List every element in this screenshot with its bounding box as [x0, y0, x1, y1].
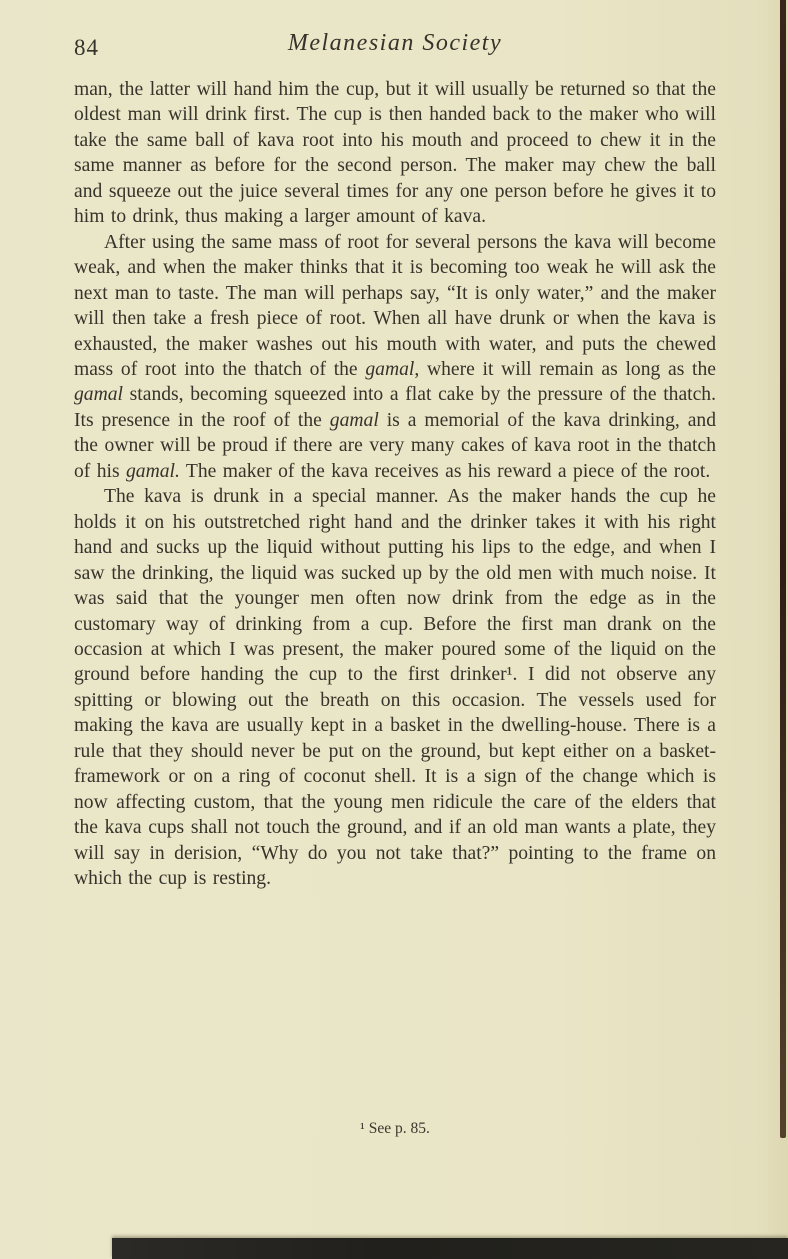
body-text-segment: , where it will remain as long as the — [414, 358, 716, 380]
body-text — [74, 77, 716, 892]
running-title: Melanesian Society — [287, 30, 503, 56]
italic-text: gamal — [74, 384, 123, 406]
body-text-segment: is a memorial of the kava drinking, and the owner will be proud if there are very many cakes of kava root in the thatch of his — [74, 409, 716, 482]
body-text-segment: stands, becoming squeezed into a flat cake by the pressure of the thatch. Its presence in the roof of the — [74, 384, 716, 431]
paragraph — [74, 230, 716, 485]
body-text-segment: After using the same mass of root for several persons the kava will become weak, and when the maker thinks that it is becoming too weak he will ask the next man to taste. The man will perhaps say, “It is only water,” and the maker will then take a fresh piece of root. When all have drunk or when the kava is exhausted, the maker washes out his mouth with water, and puts the chewed mass of root into the thatch of the — [74, 231, 716, 380]
page-edge-shadow-right — [780, 0, 786, 1138]
page-edge-shadow-bottom — [112, 1238, 788, 1259]
italic-text: gamal. — [125, 460, 180, 482]
italic-text: gamal — [365, 358, 415, 380]
paragraph — [74, 484, 716, 891]
body-text-segment: The kava is drunk in a special manner. As the maker hands the cup he holds it on his outstretched right hand and the drinker takes it with his right hand and sucks up the liquid without putting his lips to the edge, and when I saw the drinking, the liquid was sucked up by the old men with much noise. It was said that the younger men often now drink from the edge as in the customary way of drinking from a cup. Before the first man drank on the occasion at which I was present, the maker poured some of the liquid on the ground before handing the cup to the first drinker¹. I did not observe any spitting or blowing out the breath on this occasion. The vessels used for making the kava are usually kept in a basket in the dwelling-house. There is a rule that they should never be put on the ground, but kept either on a basket-framework or on a ring of coconut shell. It is a sign of the change which is now affecting custom, that the young men ridicule the care of the elders that the kava cups shall not touch the ground, and if an old man wants a plate, they will say in derision, “Why do you not take that?” pointing to the frame on which the cup is resting. — [74, 486, 716, 890]
italic-text: gamal — [329, 409, 379, 431]
paragraph — [74, 77, 716, 230]
footnote: ¹ See p. 85. — [360, 1120, 430, 1137]
page-number: 84 — [74, 35, 99, 60]
page-header — [74, 30, 716, 64]
body-text-segment: man, the latter will hand him the cup, but it will usually be returned so that the oldest man will drink first. The cup is then handed back to the maker who will take the same ball of kava root into his mouth and proceed to chew it in the same manner as before for the second person. The maker may chew the ball and squeeze out the juice several times for any one person before he gives it to him to drink, thus making a larger amount of kava. — [74, 79, 716, 228]
body-text-segment: The maker of the kava receives as his reward a piece of the root. — [179, 460, 711, 482]
